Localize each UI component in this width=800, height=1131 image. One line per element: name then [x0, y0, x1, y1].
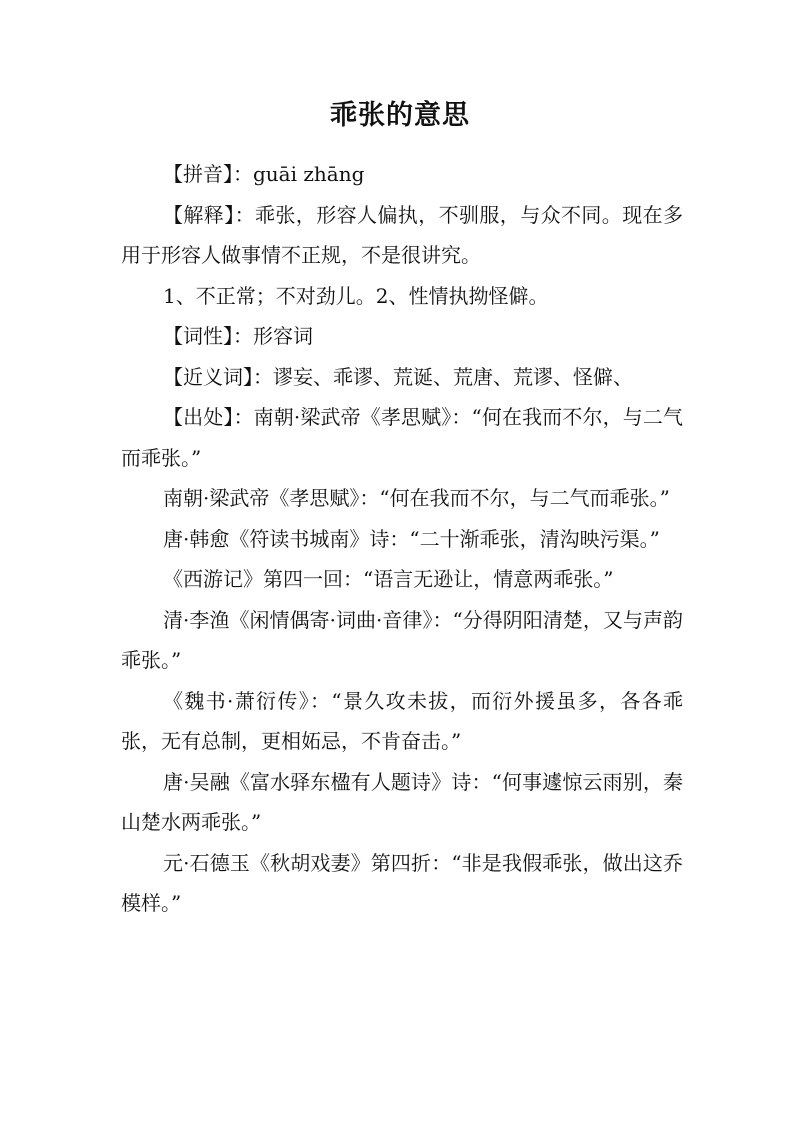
paragraph-text: 1、不正常；不对劲儿。2、性情执拗怪僻。 — [163, 283, 549, 308]
paragraph-quote — [121, 519, 683, 560]
paragraph-synonyms — [121, 357, 683, 398]
paragraph-quote — [121, 559, 683, 600]
paragraph-text: 唐·吴融《富水驿东楹有人题诗》诗：“何事遽惊云雨别，秦山楚水两乖张。” — [121, 769, 683, 834]
paragraph-text: 唐·韩愈《符读书城南》诗：“二十渐乖张，清沟映污渠。” — [163, 526, 660, 551]
paragraph-text: ：guāi zhāng — [233, 162, 365, 186]
paragraph-text: 《西游记》第四一回：“语言无逊让，情意两乖张。” — [163, 567, 614, 591]
paragraph-label: 【词性】 — [163, 324, 233, 348]
paragraph-quote — [121, 762, 683, 843]
paragraph-label: 【拼音】 — [163, 162, 233, 186]
paragraph-quote — [121, 600, 683, 681]
document-body — [121, 154, 683, 924]
paragraph-label: 【出处】 — [163, 405, 234, 429]
paragraph-pinyin — [121, 154, 683, 195]
paragraph-text: ：形容词 — [233, 324, 313, 348]
paragraph-meanings — [121, 276, 683, 317]
paragraph-text: 《魏书·萧衍传》：“景久攻未拔，而衍外援虽多，各各乖张，无有总制，更相妬忌，不肯奋击。” — [121, 688, 683, 753]
paragraph-explanation — [121, 195, 683, 276]
paragraph-source — [121, 397, 683, 478]
document-title: 乖张的意思 — [330, 100, 470, 131]
paragraph-quote — [121, 843, 683, 924]
paragraph-quote — [121, 681, 683, 762]
paragraph-text: ：乖张，形容人偏执，不驯服，与众不同。现在多用于形容人做事情不正规，不是很讲究。 — [121, 202, 684, 267]
paragraph-quote — [121, 478, 683, 519]
paragraph-label: 【解释】 — [163, 202, 235, 227]
paragraph-label: 【近义词】 — [163, 364, 253, 389]
paragraph-text: 元·石德玉《秋胡戏妻》第四折：“非是我假乖张，做出这乔模样。” — [121, 850, 683, 915]
paragraph-text: 清·李渔《闲情偶寄·词曲·音律》：“分得阴阳清楚，又与声韵乖张。” — [121, 607, 683, 672]
paragraph-part-of-speech — [121, 316, 683, 357]
paragraph-text: ：南朝·梁武帝《孝思赋》：“何在我而不尔，与二气而乖张。” — [121, 405, 683, 470]
paragraph-text: 南朝·梁武帝《孝思赋》：“何在我而不尔，与二气而乖张。” — [163, 486, 670, 510]
paragraph-text: ：谬妄、乖谬、荒诞、荒唐、荒谬、怪僻、 — [253, 364, 633, 389]
